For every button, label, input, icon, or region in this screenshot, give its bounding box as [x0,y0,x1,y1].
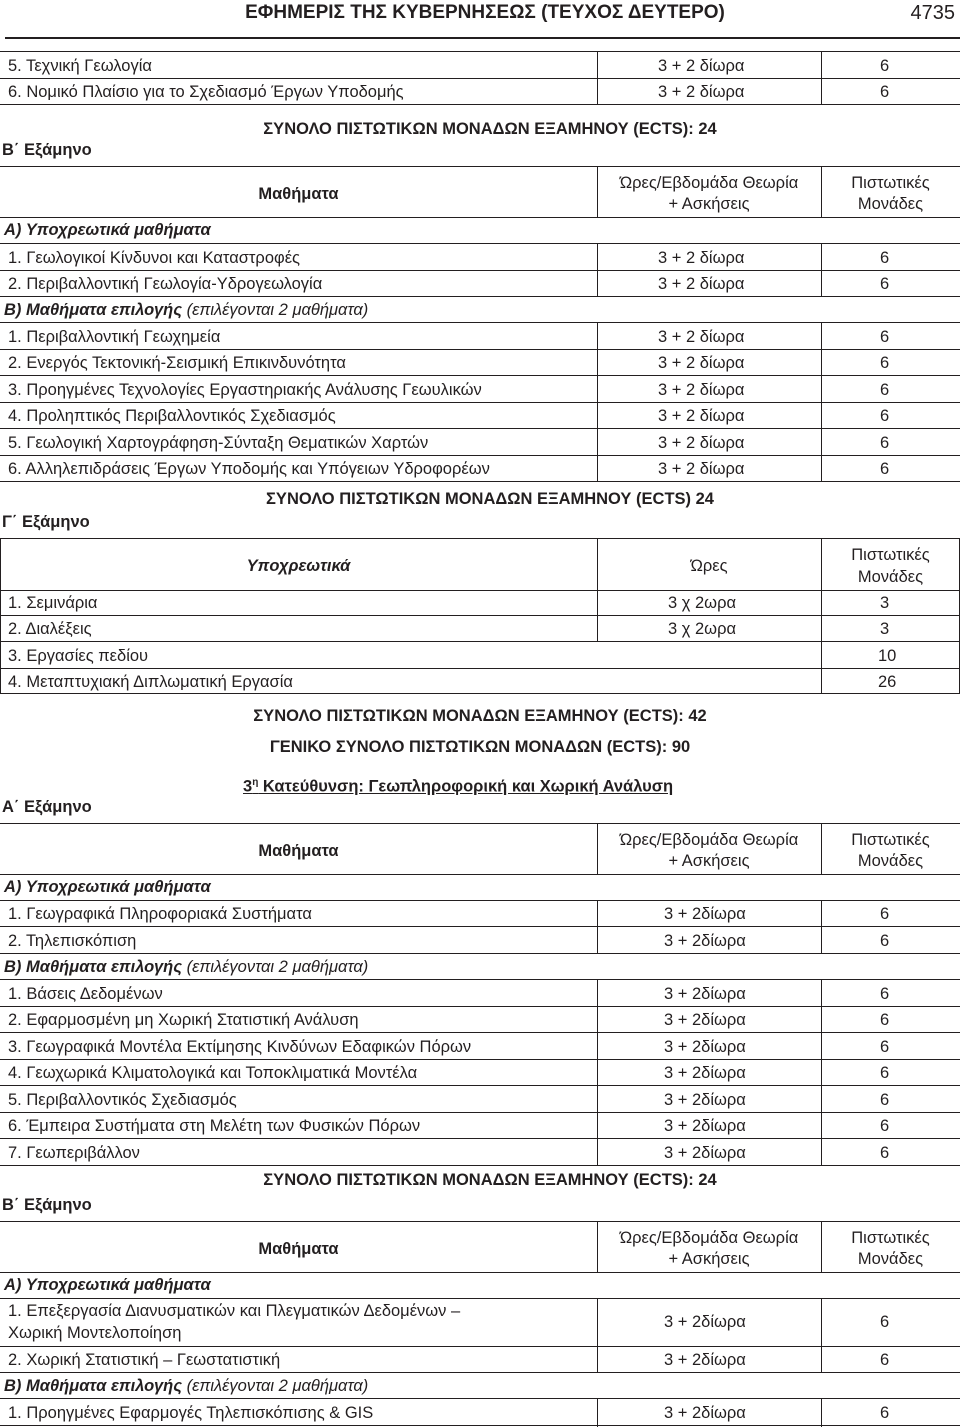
elective-heading [4,1376,368,1396]
table-row-name: 6. Νομικό Πλαίσιο για το Σχεδιασμό Έργων Υποδομής [8,83,404,101]
table-row-hours: 3 + 2 δίωρα [658,57,745,75]
column-divider [597,823,598,875]
table-row-ects: 6 [880,57,890,75]
column-divider [821,243,822,297]
elective-heading [4,300,368,320]
table-row-hours: 3 χ 2ωρα [668,594,736,612]
semester-label: Β΄ Εξάμηνο [2,1196,92,1214]
table-rule [0,641,960,642]
column-divider [821,51,822,105]
table-rule [0,900,960,901]
direction-number: 3 [243,777,253,796]
column-header-hours: Ώρες [690,557,728,575]
table-row-hours: 3 + 2δίωρα [664,1313,746,1331]
column-divider [821,979,822,1166]
semester-total: ΣΥΝΟΛΟ ΠΙΣΤΩΤΙΚΩΝ ΜΟΝΑΔΩΝ ΕΞΑΜΗΝΟΥ (ECTS): 24 [263,120,717,138]
semester-label: Β΄ Εξάμηνο [2,141,92,159]
column-header-course: Υποχρεωτικά [246,557,351,575]
direction-ordinal: η [252,777,259,788]
table-rule [0,428,960,429]
table-row-hours: 3 + 2 δίωρα [658,460,745,478]
column-header-hours: Ώρες/Εβδομάδα Θεωρία [619,174,799,192]
table-rule [0,1112,960,1113]
column-divider [821,823,822,875]
table-row-hours: 3 + 2δίωρα [664,1117,746,1135]
table-row-name: 1. Επεξεργασία Διανυσματικών και Πλεγματικών Δεδομένων – [8,1302,461,1320]
table-row-ects: 6 [880,1117,890,1135]
table-row-hours: 3 + 2 δίωρα [658,434,745,452]
column-divider [597,322,598,482]
table-rule [0,375,960,376]
table-rule [0,590,960,591]
table-row-ects: 6 [880,249,890,267]
column-header-ects: Μονάδες [857,195,924,213]
table-border [0,538,1,694]
table-rule [0,217,960,218]
direction-text: Κατεύθυνση: Γεωπληροφορική και Χωρική Ανάλυση [258,777,674,796]
table-row-ects: 3 [880,620,890,638]
table-rule [0,1298,960,1299]
table-row-hours: 3 + 2 δίωρα [658,249,745,267]
table-row-ects: 6 [880,905,890,923]
column-header-hours: Ώρες/Εβδομάδα Θεωρία [619,1229,799,1247]
column-header-ects: Πιστωτικές [851,546,930,564]
table-rule [0,1138,960,1139]
semester-total: ΣΥΝΟΛΟ ΠΙΣΤΩΤΙΚΩΝ ΜΟΝΑΔΩΝ ΕΞΑΜΗΝΟΥ (ECTS) 24 [266,490,714,508]
elective-heading-bold: Β) Μαθήματα επιλογής [4,958,182,976]
table-rule [0,1425,960,1426]
table-rule [0,1272,960,1273]
column-header-ects: Πιστωτικές [851,831,930,849]
column-divider [597,1398,598,1427]
table-row-ects: 6 [880,407,890,425]
table-row-name: 5. Γεωλογική Χαρτογράφηση-Σύνταξη Θεματικών Χαρτών [8,434,429,452]
table-rule [0,823,960,824]
table-row-name: 1. Περιβαλλοντική Γεωχημεία [8,328,221,346]
semester-label: Α΄ Εξάμηνο [2,798,92,816]
table-row-name: 4. Προληπτικός Περιβαλλοντικός Σχεδιασμός [8,407,336,425]
table-row-name: 2. Εφαρμοσμένη μη Χωρική Στατιστική Ανάλυση [8,1011,359,1029]
table-row-ects: 6 [880,1011,890,1029]
table-rule [0,693,960,694]
table-row-hours: 3 + 2δίωρα [664,905,746,923]
table-row-hours: 3 + 2δίωρα [664,1144,746,1162]
elective-note: (επιλέγονται 2 μαθήματα) [181,1377,369,1395]
column-divider [597,1221,598,1273]
table-rule [0,1032,960,1033]
table-row-ects: 6 [880,275,890,293]
column-divider [821,1298,822,1373]
table-rule [0,1221,960,1222]
column-divider [597,51,598,105]
table-row-hours: 3 + 2 δίωρα [658,328,745,346]
mandatory-heading: Α) Υποχρεωτικά μαθήματα [4,878,211,896]
column-header-hours: + Ασκήσεις [668,1250,750,1268]
table-rule [0,1059,960,1060]
semester-total: ΣΥΝΟΛΟ ΠΙΣΤΩΤΙΚΩΝ ΜΟΝΑΔΩΝ ΕΞΑΜΗΝΟΥ (ECTS): 24 [263,1171,717,1189]
table-row-name: 2. Χωρική Στατιστική – Γεωστατιστική [8,1351,281,1369]
table-row-hours: 3 + 2δίωρα [664,1064,746,1082]
table-row-name: 4. Γεωχωρικά Κλιματολογικά και Τοποκλιματικά Μοντέλα [8,1064,418,1082]
table-row-name: 7. Γεωπεριβάλλον [8,1144,140,1162]
table-row-ects: 6 [880,985,890,1003]
table-row-name: 2. Ενεργός Τεκτονική-Σεισμική Επικινδυνότητα [8,354,346,372]
table-rule [0,1346,960,1347]
table-rule [0,1006,960,1007]
table-rule [0,615,960,616]
column-divider [821,322,822,482]
mandatory-heading: Α) Υποχρεωτικά μαθήματα [4,221,211,239]
table-rule [0,270,960,271]
table-row-name: 1. Σεμινάρια [8,594,98,612]
table-row-hours: 3 + 2 δίωρα [658,275,745,293]
elective-heading-bold: Β) Μαθήματα επιλογής [4,1377,182,1395]
table-row-hours: 3 + 2δίωρα [664,1351,746,1369]
table-rule [0,953,960,954]
column-divider [597,166,598,218]
semester-total: ΣΥΝΟΛΟ ΠΙΣΤΩΤΙΚΩΝ ΜΟΝΑΔΩΝ ΕΞΑΜΗΝΟΥ (ECTS): 42 [253,707,707,725]
column-divider [597,979,598,1166]
column-divider [821,1221,822,1273]
column-divider [821,1398,822,1427]
table-rule [0,402,960,403]
table-row-name: 3. Εργασίες πεδίου [8,647,149,665]
table-row-hours: 3 + 2δίωρα [664,1404,746,1422]
table-row-hours: 3 + 2δίωρα [664,932,746,950]
column-divider [597,900,598,954]
table-row-name-cont: Χωρική Μοντελοποίηση [8,1324,182,1342]
table-row-ects: 6 [880,1144,890,1162]
table-row-ects: 6 [880,1038,890,1056]
column-header-ects: Πιστωτικές [851,174,930,192]
table-rule [0,243,960,244]
table-row-name: 1. Βάσεις Δεδομένων [8,985,163,1003]
table-row-name: 6. Αλληλεπιδράσεις Έργων Υποδομής και Υπόγειων Υδροφορέων [8,460,490,478]
table-row-name: 1. Γεωγραφικά Πληροφοριακά Συστήματα [8,905,312,923]
column-divider [597,1298,598,1373]
elective-note: (επιλέγονται 2 μαθήματα) [181,958,369,976]
page-number: 4735 [910,2,955,24]
table-row-hours: 3 + 2δίωρα [664,1091,746,1109]
table-rule [0,979,960,980]
table-rule [0,538,960,539]
table-row-name: 2. Περιβαλλοντική Γεωλογία-Υδρογεωλογία [8,275,323,293]
table-row-ects: 6 [880,328,890,346]
column-header-ects: Μονάδες [857,1250,924,1268]
table-row-hours: 3 + 2 δίωρα [658,83,745,101]
column-header-hours: + Ασκήσεις [668,195,750,213]
table-rule [0,926,960,927]
table-row-ects: 6 [880,1351,890,1369]
table-row-name: 5. Περιβαλλοντικός Σχεδιασμός [8,1091,237,1109]
table-row-ects: 6 [880,1091,890,1109]
table-rule [0,104,960,105]
column-header-ects: Μονάδες [857,568,924,586]
table-row-ects: 6 [880,1404,890,1422]
column-header-hours: + Ασκήσεις [668,852,750,870]
column-header-course: Μαθήματα [258,185,339,203]
table-rule [0,166,960,167]
column-header-course: Μαθήματα [258,1240,339,1258]
elective-heading-bold: Β) Μαθήματα επιλογής [4,301,182,319]
table-row-name: 3. Προηγμένες Τεχνολογίες Εργαστηριακής Ανάλυσης Γεωυλικών [8,381,482,399]
table-row-name: 3. Γεωγραφικά Μοντέλα Εκτίμησης Κινδύνων Εδαφικών Πόρων [8,1038,472,1056]
column-divider [597,243,598,297]
direction-title [243,773,673,797]
table-row-hours: 3 χ 2ωρα [668,620,736,638]
table-row-ects: 6 [880,932,890,950]
table-row-ects: 26 [878,673,897,691]
table-rule [0,322,960,323]
table-row-ects: 3 [880,594,890,612]
table-row-hours: 3 + 2δίωρα [664,1011,746,1029]
table-row-ects: 6 [880,354,890,372]
table-row-hours: 3 + 2δίωρα [664,985,746,1003]
column-divider [821,166,822,218]
table-row-ects: 6 [880,381,890,399]
table-row-ects: 6 [880,83,890,101]
header-rule [5,37,960,39]
column-divider [821,538,822,694]
table-rule [0,481,960,482]
table-rule [0,455,960,456]
elective-note: (επιλέγονται 2 μαθήματα) [181,301,369,319]
table-row-hours: 3 + 2 δίωρα [658,381,745,399]
table-row-name: 2. Τηλεπισκόπιση [8,932,137,950]
table-row-ects: 10 [878,647,897,665]
grand-total: ΓΕΝΙΚΟ ΣΥΝΟΛΟ ΠΙΣΤΩΤΙΚΩΝ ΜΟΝΑΔΩΝ (ECTS): 90 [269,738,691,756]
table-row-name: 4. Μεταπτυχιακή Διπλωματική Εργασία [8,673,293,691]
column-header-course: Μαθήματα [258,842,339,860]
table-row-ects: 6 [880,1064,890,1082]
table-row-name: 2. Διαλέξεις [8,620,92,638]
column-header-hours: Ώρες/Εβδομάδα Θεωρία [619,831,799,849]
column-divider [821,900,822,954]
table-row-name: 6. Έμπειρα Συστήματα στη Μελέτη των Φυσικών Πόρων [8,1117,421,1135]
table-rule [0,1085,960,1086]
table-row-hours: 3 + 2 δίωρα [658,407,745,425]
table-row-ects: 6 [880,434,890,452]
table-row-ects: 6 [880,1313,890,1331]
column-header-ects: Πιστωτικές [851,1229,930,1247]
table-row-name: 1. Προηγμένες Εφαρμογές Τηλεπισκόπισης & GIS [8,1404,374,1422]
table-rule [0,1398,960,1399]
table-rule [0,78,960,79]
column-header-ects: Μονάδες [857,852,924,870]
table-row-ects: 6 [880,460,890,478]
column-divider [597,538,598,642]
table-rule [0,51,960,52]
table-rule [0,1165,960,1166]
semester-label: Γ΄ Εξάμηνο [2,513,90,531]
mandatory-heading: Α) Υποχρεωτικά μαθήματα [4,1276,211,1294]
table-rule [0,668,960,669]
table-row-hours: 3 + 2δίωρα [664,1038,746,1056]
table-rule [0,874,960,875]
table-rule [0,296,960,297]
table-rule [0,1372,960,1373]
elective-heading [4,957,368,977]
table-row-name: 1. Γεωλογικοί Κίνδυνοι και Καταστροφές [8,249,301,267]
table-row-hours: 3 + 2 δίωρα [658,354,745,372]
table-row-name: 5. Τεχνική Γεωλογία [8,57,152,75]
table-rule [0,349,960,350]
page-header-title: ΕΦΗΜΕΡΙΣ ΤΗΣ ΚΥΒΕΡΝΗΣΕΩΣ (ΤΕΥΧΟΣ ΔΕΥΤΕΡΟ) [245,2,725,23]
